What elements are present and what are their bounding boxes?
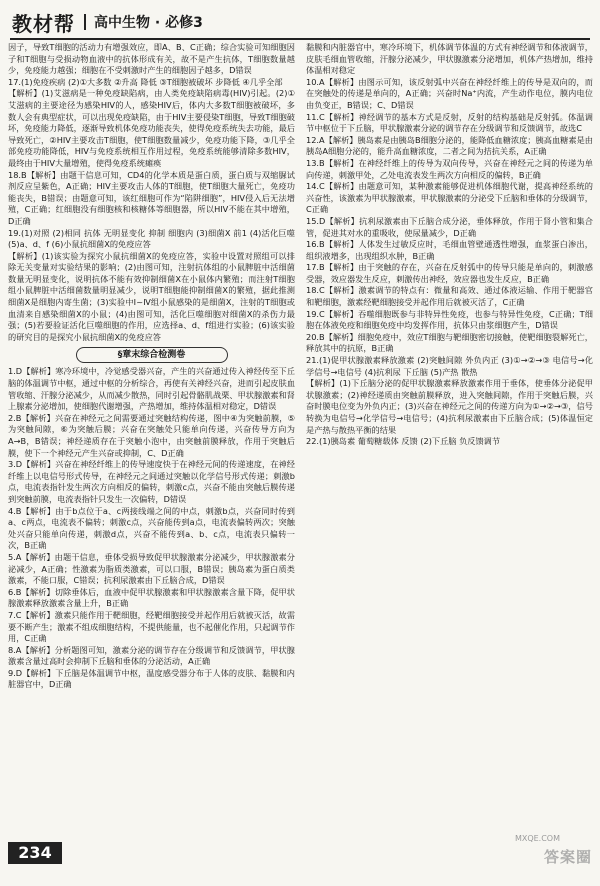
left-paragraph: 9.D【解析】下丘脑是体温调节中枢，温度感受器分布于人体的皮肤、黏膜和内脏器官中，D正确 [8,667,295,690]
right-paragraph: 21.(1)促甲状腺激素释放激素 (2)突触间隙 外负内正 (3)①→②→③ 电信号→化学信号→电信号 (4)抗利尿 下丘脑 (5)产热 散热 [306,355,593,377]
header-rule [10,38,590,40]
left-column [8,42,295,832]
left-paragraph: 19.(1)对照 (2)相同 抗体 无明显变化 抑制 细胞内 (3)细菌X 前1 (4)活化巨噬 (5)a、d、f (6)小鼠抗细菌X的免疫应答 [8,227,295,250]
subject-title: 高中生物 · 必修3 [94,15,203,31]
left-paragraph: 4.B【解析】由于b点位于a、c两接线端之间的中点，刺激b点，兴奋同时传到a、c两点，电流表不偏转；刺激c点，兴奋能传到a点，电流表偏转两次；突触处兴奋只能单向传递，刺激d点，兴奋不能传到a、b、c点，电流表只偏转一次，B正确 [8,505,295,551]
left-paragraph: 3.D【解析】兴奋在神经纤维上的传导速度快于在神经元间的传递速度，在神经纤维上以电信号形式传导，在神经元之间通过突触以化学信号形式传递；刺激b点，电流表指针发生两次方向相反的偏转，刺激c点，兴奋不能由突触后膜传递到突触前膜，电流表指针只发生一次偏转，D错误 [8,459,295,504]
page-header [10,4,590,44]
left-paragraph: 18.B【解析】由题干信息可知，CD4的化学本质是蛋白质，蛋白质与双缩脲试剂反应呈紫色，A正确；HIV主要攻击人体的T细胞，使T细胞大量死亡，免疫功能丧失，B错误；由题意可知，该红细胞可作为“陷阱细胞”，HIV侵入后无法增殖，C正确；红细胞没有细胞核和核糖体等细胞器，所以HIV不能在其中增殖，D正确 [8,169,295,226]
header-divider [84,14,86,30]
left-paragraph: 2.B【解析】兴奋在神经元之间需要通过突触结构传递，图中④为突触前膜，⑤为突触间隙，⑥为突触后膜；兴奋在突触处只能单向传递，兴奋传导方向为A→B，B错误；神经递质存在于突触小泡中，由突触前膜释放，作用于突触后膜，使下一个神经元产生兴奋或抑制，C、D正确 [8,412,295,458]
left-paragraph: 因子，导致T细胞的活动力有增强效应，即A、B、C正确；综合实验可知细胞因子和T细胞与受损动物血液中的抗体形成有关，故不是产生抗体，T细胞数量越少，免疫能力越强；细胞在不受刺激时产生的细胞因子越多，D错误 [8,42,295,76]
watermark-logo: 答案圈 [543,848,592,866]
left-paragraph: 6.B【解析】切除垂体后，血液中促甲状腺激素和甲状腺激素含量下降，促甲状腺激素释放激素含量上升，B正确 [8,586,295,609]
page-number: 234 [8,842,62,864]
brand-title: 教材帮 [12,12,75,36]
right-paragraph: 17.B【解析】由于突触的存在，兴奋在反射弧中的传导只能是单向的，刺激感受器，效应器发生反应，刺激传出神经，效应器也发生反应，B正确 [306,262,593,284]
right-paragraph: 22.(1)胰岛素 葡萄糖载体 反馈 (2)下丘脑 负反馈调节 [306,436,501,447]
right-paragraph: 20.B【解析】细胞免疫中，效应T细胞与靶细胞密切接触，使靶细胞裂解死亡，释放其中的抗原，B正确 [306,331,593,354]
right-paragraph: 11.C【解析】神经调节的基本方式是反射，反射的结构基础是反射弧。体温调节中枢位于下丘脑，甲状腺激素分泌的调节存在分级调节和反馈调节，故选C [306,111,593,134]
right-paragraph: 15.D【解析】抗利尿激素由下丘脑合成分泌，垂体释放，作用于肾小管和集合管，促进其对水的重吸收，使尿量减少，D正确 [306,215,593,238]
right-paragraph: 14.C【解析】由题意可知，某种激素能够促进机体细胞代谢，提高神经系统的兴奋性，该激素为甲状腺激素，甲状腺激素的分泌受下丘脑和垂体的分级调节，C正确 [306,181,593,215]
left-paragraph: 5.A【解析】由题干信息，垂体受损导致促甲状腺激素分泌减少，甲状腺激素分泌减少，A正确；性激素为脂质类激素，可以口服，B错误；胰岛素为蛋白质类激素，不能口服，C错误；抗利尿激素由下丘脑合成，D错误 [8,551,295,586]
right-paragraph: 黏膜和内脏器官中，寒冷环境下，机体调节体温的方式有神经调节和体液调节，皮肤毛细血管收缩，汗腺分泌减少，甲状腺激素分泌增加，机体产热增加，维持体温相对稳定 [306,42,593,76]
right-column [306,42,593,832]
right-paragraph: 18.C【解析】激素调节的特点有：微量和高效、通过体液运输、作用于靶器官和靶细胞，激素经靶细胞接受并起作用后就被灭活了，C正确 [306,285,593,308]
left-paragraph: 1.D【解析】寒冷环境中，冷觉感受器兴奋，产生的兴奋通过传入神经传至下丘脑的体温调节中枢，通过中枢的分析综合，再使有关神经兴奋，进而引起皮肤血管收缩、汗腺分泌减少，从而减少散热，同时引起骨骼肌战栗、甲状腺激素和肾上腺素分泌增加，使细胞代谢增强，产热增加，维持体温相对稳定，D错误 [8,366,295,412]
left-paragraph: 【解析】(1)艾滋病是一种免疫缺陷病，由人类免疫缺陷病毒(HIV)引起。(2)①艾滋病的主要途径为感染HIV的人，感染HIV后，体内大多数T细胞被破坏，多数人会有典型症状，可以出现免疫缺陷，由于HIV主要侵染T细胞，导致T细胞破坏，免疫能力降低，逐渐导致机体免疫功能丧失，使得免疫系统失去功能，最后导致死亡，②HIV主要攻击T细胞，使T细胞数量减少，免疫功能下降，③几乎全部免疫功能降低，HIV与免疫系统相互作用过程，免疫系统能够清除多数HIV，最终由于HIV大量增殖，使得免疫系统瘫痪 [8,88,295,168]
right-paragraph: 【解析】(1)下丘脑分泌的促甲状腺激素释放激素作用于垂体，使垂体分泌促甲状腺激素；(2)神经递质由突触前膜释放，进入突触间隙，作用于突触后膜，兴奋时膜电位变为外负内正；(3)兴奋在神经元之间的传递方向为①→②→③，信号转换为电信号→化学信号→电信号；(4)抗利尿激素由下丘脑合成；(5)体温恒定是产热与散热平衡的结果 [306,378,593,435]
watermark-url: MXQE.COM [514,834,560,843]
right-paragraph: 13.B【解析】在神经纤维上的传导为双向传导，兴奋在神经元之间的传递为单向传递，刺激甲处，乙处电流表发生两次方向相反的偏转，B正确 [306,157,593,180]
right-paragraph: 12.A【解析】胰岛素是由胰岛B细胞分泌的，能降低血糖浓度；胰高血糖素是由胰岛A细胞分泌的，能升高血糖浓度，二者之间为拮抗关系，A正确 [306,134,593,157]
left-paragraph: 8.A【解析】分析题图可知，激素分泌的调节存在分级调节和反馈调节，甲状腺激素含量过高时会抑制下丘脑和垂体的分泌活动，A正确 [8,644,295,667]
right-paragraph: 16.B【解析】人体发生过敏反应时，毛细血管壁通透性增强，血浆蛋白渗出，组织液增多，出现组织水肿，B正确 [306,239,593,261]
left-paragraph: 7.C【解析】激素只能作用于靶细胞，经靶细胞接受并起作用后就被灭活，故需要不断产生；激素不组成细胞结构，不提供能量，也不起催化作用，只起调节作用，C正确 [8,609,295,644]
left-paragraph: 【解析】(1)该实验为探究小鼠抗细菌X的免疫应答，实验中设置对照组可以排除无关变量对实验结果的影响；(2)由图可知，注射抗体组的小鼠脾脏中活细菌数量无明显变化，说明抗体不能有效抑制细菌X在小鼠体内繁殖；而注射T细胞组小鼠脾脏中活细菌数量明显减少，说明T细胞能抑制细菌X的繁殖，据此推测细菌X是细胞内寄生菌；(3)实验中Ⅰ~Ⅳ组小鼠感染的是细菌X，注射的T细胞或血清来自感染细菌X的小鼠；(4)由图可知，活化巨噬细胞对细菌X的杀伤力最强；(5)若要验证活化巨噬细胞的作用，应选择a、d、f组进行实验；(6)该实验的研究目的是探究小鼠抗细菌X的免疫应答 [8,250,295,342]
section-banner: §章末综合检测卷 [76,347,228,363]
left-paragraph: 17.(1)免疫疾病 (2)①大多数 ②升高 降低 ③T细胞被破坏 步降低 ④几乎全部 [8,76,283,87]
right-paragraph: 10.A【解析】由图示可知，该反射弧中兴奋在神经纤维上的传导是双向的，而在突触处的传递是单向的，A正确；兴奋时Na⁺内流，产生动作电位，膜内电位由负变正，B错误；C、D错误 [306,76,593,110]
right-paragraph: 19.C【解析】吞噬细胞既参与非特异性免疫，也参与特异性免疫，C正确；T细胞在体液免疫和细胞免疫中均发挥作用，抗体只由浆细胞产生，D错误 [306,308,593,331]
